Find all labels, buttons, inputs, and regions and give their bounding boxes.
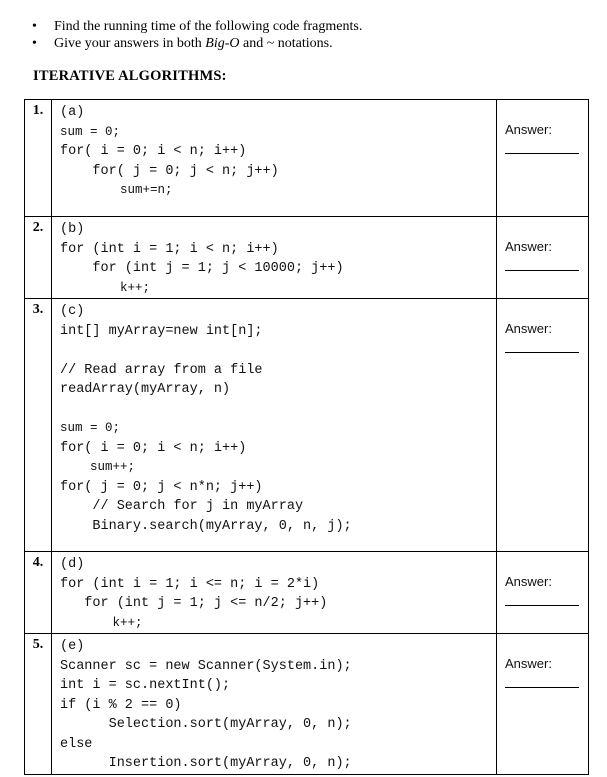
problem-code (52, 634, 497, 775)
code-line: for (int i = 1; i <= n; i = 2*i) (60, 576, 320, 592)
instruction-text: Give your answers in both (54, 36, 206, 51)
code-line: for (int j = 1; j < 10000; j++) (60, 261, 344, 276)
problem-row (25, 100, 589, 217)
answer-blank[interactable] (505, 352, 579, 353)
answer-cell (497, 552, 589, 634)
code-line: sum = 0; (60, 124, 121, 139)
problem-code (52, 217, 497, 299)
problem-row (25, 299, 589, 552)
instructions-list (30, 18, 362, 52)
answer-label: Answer: (505, 656, 552, 671)
answer-label: Answer: (505, 122, 552, 137)
problem-number: 4. (25, 552, 52, 634)
code-line: Insertion.sort(myArray, 0, n); (60, 756, 352, 771)
code-line: for( i = 0; i < n; i++) (60, 144, 247, 159)
code-line: sum = 0; (60, 421, 121, 435)
answer-cell (497, 634, 589, 775)
problem-number: 2. (25, 217, 52, 299)
instruction-item (30, 35, 362, 52)
answer-blank[interactable] (505, 605, 579, 606)
code-line: sum++; (60, 460, 136, 474)
answer-label: Answer: (505, 239, 552, 254)
problem-row (25, 217, 589, 299)
code-line: Scanner sc = new Scanner(System.in); (60, 658, 352, 674)
code-line: for( i = 0; i < n; i++) (60, 440, 247, 456)
code-line: readArray(myArray, n) (60, 382, 231, 397)
code-line: Selection.sort(myArray, 0, n); (60, 717, 352, 732)
problem-number: 5. (25, 634, 52, 775)
instruction-item (30, 18, 362, 35)
problem-row (25, 634, 589, 775)
problem-code (52, 299, 497, 552)
problem-number: 1. (25, 100, 52, 217)
answer-cell (497, 100, 589, 217)
answer-blank[interactable] (505, 687, 579, 688)
code-line: else (60, 736, 93, 752)
code-line: int[] myArray=new int[n]; (60, 323, 263, 339)
code-line: sum+=n; (60, 183, 173, 197)
code-line: k++; (60, 280, 151, 295)
instruction-text: Find the running time of the following code fragments. (54, 19, 363, 34)
code-line: // Search for j in myArray (60, 499, 304, 514)
code-line: Binary.search(myArray, 0, n, j); (60, 518, 352, 534)
answer-label: Answer: (505, 321, 552, 336)
blank-line (60, 341, 496, 361)
bullet-icon: • (32, 19, 37, 34)
problem-code (52, 100, 497, 217)
instruction-emphasis: Big-O (205, 36, 240, 51)
blank-line (60, 400, 496, 420)
code-line: (a) (60, 105, 85, 120)
code-line: for( j = 0; j < n*n; j++) (60, 479, 263, 495)
answer-cell (497, 217, 589, 299)
code-line: k++; (60, 615, 143, 630)
answer-label: Answer: (505, 574, 552, 589)
code-line: int i = sc.nextInt(); (60, 678, 231, 693)
problem-row (25, 552, 589, 634)
code-line: if (i % 2 == 0) (60, 697, 182, 713)
problem-number: 3. (25, 299, 52, 552)
code-line: for (int i = 1; i < n; i++) (60, 241, 279, 257)
code-line: (d) (60, 557, 85, 572)
problem-code (52, 552, 497, 634)
answer-cell (497, 299, 589, 552)
answer-blank[interactable] (505, 270, 579, 271)
section-title: ITERATIVE ALGORITHMS: (33, 68, 227, 84)
code-line: for( j = 0; j < n; j++) (60, 163, 279, 179)
bullet-icon: • (32, 36, 37, 51)
problems-table (24, 99, 589, 775)
instruction-text-after: and ~ notations. (239, 36, 333, 51)
code-line: // Read array from a file (60, 362, 263, 378)
code-line: (e) (60, 639, 85, 654)
code-line: (c) (60, 304, 85, 319)
answer-blank[interactable] (505, 153, 579, 154)
code-line: for (int j = 1; j <= n/2; j++) (60, 596, 328, 611)
code-line: (b) (60, 222, 85, 237)
